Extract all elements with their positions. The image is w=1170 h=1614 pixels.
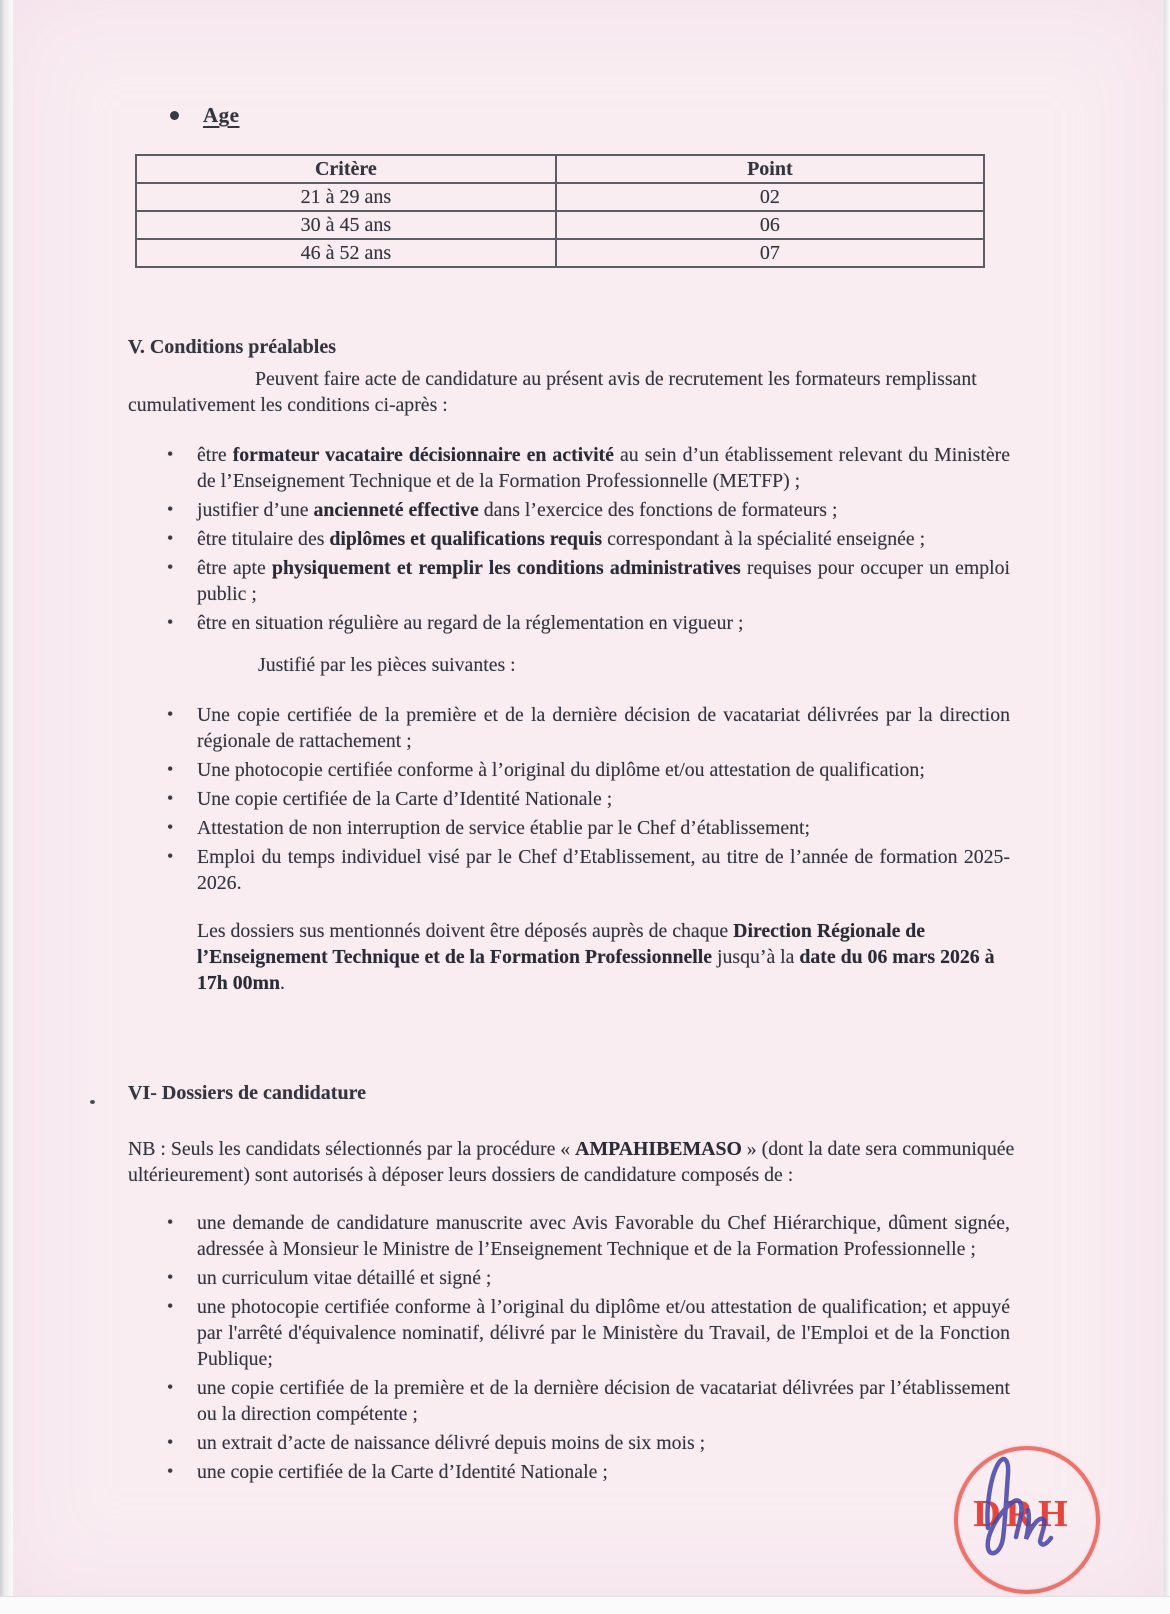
ink-speck [90, 1100, 95, 1104]
criteria-cell: 30 à 45 ans [136, 211, 556, 239]
list-item: • une copie certifiée de la première et de la dernière décision de vacatariat délivrées par l’établissement ou la direction compétente ; [165, 1375, 1010, 1427]
point-cell: 02 [556, 183, 984, 211]
depot-notice: Les dossiers sus mentionnés doivent être déposés auprès de chaque Direction Régionale de l’Enseignement Technique et de la Formation Professionnelle jusqu’à la date du 06 mars 2026 à 17h 00mn. [197, 920, 995, 994]
table-header-row [136, 155, 984, 183]
section-v-intro: Peuvent faire acte de candidature au présent avis de recrutement les formateurs remplissant cumulativement les conditions ci-après : [128, 368, 977, 416]
drh-stamp [954, 1446, 1100, 1596]
table-row [136, 183, 984, 211]
nb-paragraph: NB : Seuls les candidats sélectionnés par la procédure « AMPAHIBEMASO » (dont la date sera communiquée ultérieurement) sont autorisés à déposer leurs dossiers de candidature composés de : [128, 1138, 1015, 1186]
point-cell: 06 [556, 211, 984, 239]
point-cell: 07 [556, 239, 984, 267]
list-item: • être en situation régulière au regard de la réglementation en vigueur ; [165, 610, 1010, 636]
table-row [136, 239, 984, 267]
list-item: • être formateur vacataire décisionnaire en activité au sein d’un établissement relevant du Ministère de l’Enseignement Technique et de la Formation Professionnelle (METFP) ; [165, 442, 1010, 494]
age-heading: Age [203, 103, 240, 127]
pieces-list [165, 702, 1010, 896]
list-item: • une photocopie certifiée conforme à l’original du diplôme et/ou attestation de qualification; et appuyé par l'arrêté d'équivalence nominatif, délivré par le Ministère du Travail, de l'Emploi et de la Fonction Publique; [165, 1294, 1010, 1372]
criteria-cell: 46 à 52 ans [136, 239, 556, 267]
list-item: • justifier d’une ancienneté effective dans l’exercice des fonctions de formateurs ; [165, 497, 1010, 523]
section-v-title: V. Conditions préalables [128, 336, 337, 358]
criteria-points-table [135, 154, 985, 268]
list-item: • un extrait d’acte de naissance délivré depuis moins de six mois ; [165, 1430, 1010, 1456]
stamp-label: DRH [973, 1493, 1073, 1535]
list-item: • être apte physiquement et remplir les conditions administratives requises pour occuper un emploi public ; [165, 555, 1010, 607]
conditions-list [165, 442, 1010, 636]
table-row [136, 211, 984, 239]
section-vi-title: VI- Dossiers de candidature [128, 1082, 366, 1104]
list-item: • Emploi du temps individuel visé par le Chef d’Etablissement, au titre de l’année de formation 2025-2026. [165, 844, 1010, 896]
column-header-point: Point [556, 155, 984, 183]
criteria-cell: 21 à 29 ans [136, 183, 556, 211]
list-item: • une copie certifiée de la Carte d’Identité Nationale ; [165, 1459, 1010, 1485]
pieces-intro: Justifié par les pièces suivantes : [258, 654, 516, 676]
list-item: • Une photocopie certifiée conforme à l’original du diplôme et/ou attestation de qualification; [165, 757, 1010, 783]
signature-icon [978, 1452, 1070, 1564]
list-item: • Une copie certifiée de la première et de la dernière décision de vacatariat délivrées par la direction régionale de rattachement ; [165, 702, 1010, 754]
list-item: • un curriculum vitae détaillé et signé ; [165, 1265, 1010, 1291]
bullet-icon [170, 111, 179, 120]
age-heading-item [170, 102, 1170, 128]
list-item: • Attestation de non interruption de service établie par le Chef d’établissement; [165, 815, 1010, 841]
list-item: • être titulaire des diplômes et qualifications requis correspondant à la spécialité enseignée ; [165, 526, 1010, 552]
list-item: • Une copie certifiée de la Carte d’Identité Nationale ; [165, 786, 1010, 812]
dossier-items-list [165, 1210, 1010, 1485]
list-item: • une demande de candidature manuscrite avec Avis Favorable du Chef Hiérarchique, dûment signée, adressée à Monsieur le Ministre de l’Enseignement Technique et de la Formation Professionnelle ; [165, 1210, 1010, 1262]
column-header-critere: Critère [136, 155, 556, 183]
